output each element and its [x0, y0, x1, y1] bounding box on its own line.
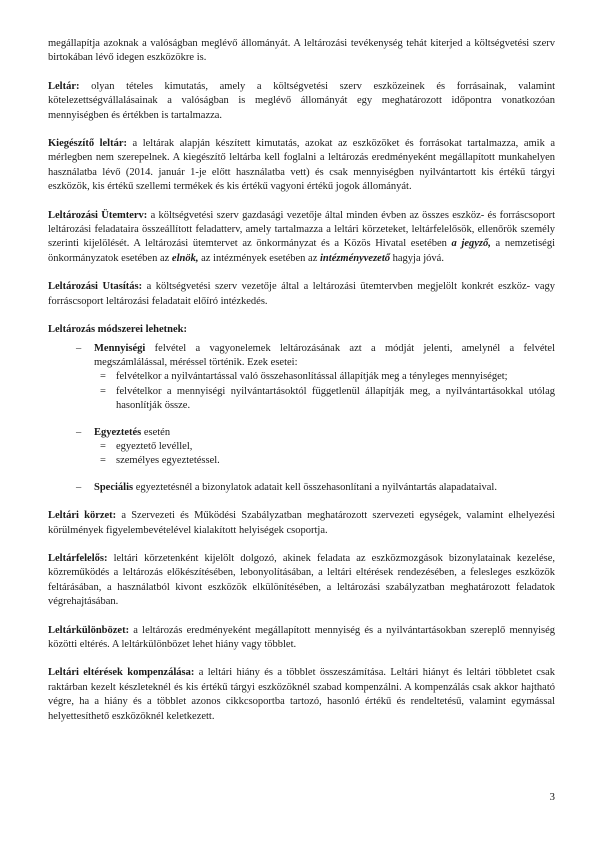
method-item-egyeztetes: [48, 426, 555, 469]
paragraph-utasitas: [48, 280, 555, 309]
paragraph-intro: [48, 37, 555, 66]
method-term-specialis: Speciális: [94, 481, 134, 493]
term-kompenzalas: Leltári eltérések kompenzálása:: [48, 667, 195, 679]
term-kiegeszito-leltar: Kiegészítő leltár:: [48, 138, 127, 150]
method-item-specialis: [48, 481, 555, 495]
page-number: 3: [549, 791, 555, 803]
term-utemterv: Leltározási Ütemterv:: [48, 209, 148, 221]
definition-utemterv-part-3: az intézmények esetében az: [198, 252, 321, 264]
list-item: [94, 440, 555, 454]
method-item-mennyisegi: [48, 342, 555, 414]
role-jegyzo: a jegyző,: [451, 238, 491, 250]
equals-marker: =: [100, 385, 106, 397]
equals-marker: =: [100, 455, 106, 467]
definition-utasitas: a költségvetési szerv vezetője által a leltározási ütemtervben megjelölt konkrét eszköz- vagy forráscsoport leltározási feladatait előíró intézkedés.: [48, 281, 555, 307]
paragraph-kiegeszito-leltar: [48, 137, 555, 195]
term-leltari-korzet: Leltári körzet:: [48, 510, 117, 522]
role-intezmenyvezeto: intézményvezető: [320, 252, 390, 264]
sub-item-text: felvételkor a mennyiségi nyilvántartásoktól függetlenül állapítják meg, a nyilvántartásokkal utólag hasonlítják össze.: [116, 385, 555, 412]
term-leltar: Leltár:: [48, 80, 80, 92]
definition-kompenzalas: a leltári hiány és a többlet összeszámítása. Leltári hiányt és leltári többletet csak raktárban kezelt készleteknél és kis értékű tárgyi eszközöknél szabad kompenzálni. A kompenzálás csak akkor hajtható végre, ha a hiány és a többlet azonos cikkcsoportba tartozó, hasonló értékű és rendeltetésű, valamint egymással helyettesíthető eszközöknél keletkezett.: [48, 667, 555, 722]
methods-title: Leltározás módszerei lehetnek:: [48, 324, 187, 336]
dash-marker: –: [76, 481, 82, 493]
definition-kiegeszito-leltar: a leltárak alapján készített kimutatás, azokat az eszközöket és forrásokat tartalmazza, amik a mérlegben nem szerepelnek. A kiegészítő leltárba kell foglalni a leltározás eredményeként megállapított munkahelyen használatba lévő (2014. január 1-je előtt használatba vett) és csak mennyiségben nyilvántartott kis értékű tárgyi eszközök, kis értékű szellemi termékek és kis értékű vagyoni értékű jogok állományát.: [48, 138, 556, 193]
definition-leltarkulonbozet: a leltározás eredményeként megállapított mennyiség és a nyilvántartásokban szereplő mennyiség közötti eltérés. A leltárkülönbözet lehet hiány vagy többlet.: [48, 624, 555, 650]
sub-item-text: felvételkor a nyilvántartással való összehasonlítással állapítják meg a tényleges mennyiséget;: [116, 371, 508, 383]
term-leltarfelelos: Leltárfelelős:: [48, 552, 108, 564]
definition-leltarfelelos: leltári körzetenként kijelölt dolgozó, akinek feladata az eszközmozgások bizonylatainak kezelése, közreműködés a leltározás előkészítésében, lebonyolításában, a leltári eltérések rendezésében, a felesleges eszközök feltárásában, a használatból kivont eszközök elkülönítésében, a leltározási szabályzatban meghatározott feladatok végrehajtásában.: [48, 552, 555, 608]
equals-marker: =: [100, 440, 106, 452]
definition-utemterv-part-4: hagyja jóvá.: [390, 252, 444, 264]
intro-text: megállapítja azoknak a valóságban meglévő állományát. A leltározási tevékenység tehát kiterjed a költségvetési szerv birtokában lévő idegen eszközökre is.: [48, 38, 555, 64]
method-sublist-mennyisegi: [94, 370, 555, 413]
paragraph-leltari-korzet: [48, 509, 555, 538]
paragraph-kompenzalas: [48, 666, 555, 724]
sub-item-text: személyes egyeztetéssel.: [116, 455, 220, 467]
equals-marker: =: [100, 371, 106, 383]
method-text-specialis: egyeztetésnél a bizonylatok adatait kell összehasonlítani a nyilvántartás alapadataival.: [133, 481, 497, 493]
paragraph-leltar: [48, 80, 555, 123]
method-text-egyeztetes: esetén: [141, 426, 171, 438]
method-text-mennyisegi: felvétel a vagyonelemek leltározásának azt a módját jelenti, amelynél a felvétel megszámlálással, méréssel történik. Ezek esetei:: [94, 342, 555, 368]
definition-utemterv-part-1: a költségvetési szerv gazdasági vezetője által minden évben az összes eszköz- és forráscsoport leltározási feladataira összeállított feladatterv, amely tartalmazza a leltári körzeteket, leltárfelelősök, ellenőrök személy szerinti kijelölését. A leltározási ütemtervet az önkormányzat és a Közös Hivatal esetében: [48, 209, 555, 250]
definition-leltar: olyan tételes kimutatás, amely a költségvetési szerv eszközeinek és forrásainak, valamint kötelezettségvállalásainak a valóságban is meglévő állományát egy meghatározott időpontra vonatkozóan mennyiségben és értékben is tartalmazza.: [48, 80, 555, 121]
definition-leltari-korzet: a Szervezeti és Működési Szabályzatban meghatározott szervezeti egységek, valamint elhelyezési körülmények figyelembevételével kialakított helyiségek csoportja.: [48, 510, 555, 536]
term-leltarkulonbozet: Leltárkülönbözet:: [48, 624, 130, 636]
paragraph-leltarfelelos: [48, 552, 555, 610]
paragraph-utemterv: [48, 209, 555, 267]
paragraph-leltarkulonbozet: [48, 624, 555, 653]
definition-utemterv-part-2: a nemzetiségi önkormányzatok esetében az: [48, 238, 555, 264]
list-item: [94, 454, 555, 468]
role-elnok: elnök,: [171, 252, 199, 264]
list-item: [94, 370, 555, 384]
method-term-egyeztetes: Egyeztetés: [94, 426, 142, 438]
list-item: [94, 385, 555, 414]
methods-section: [48, 323, 555, 495]
sub-item-text: egyeztető levéllel,: [116, 440, 193, 452]
dash-marker: –: [76, 342, 82, 354]
method-sublist-egyeztetes: [94, 440, 555, 469]
method-term-mennyisegi: Mennyiségi: [94, 342, 146, 354]
term-utasitas: Leltározási Utasítás:: [48, 281, 143, 293]
dash-marker: –: [76, 426, 82, 438]
